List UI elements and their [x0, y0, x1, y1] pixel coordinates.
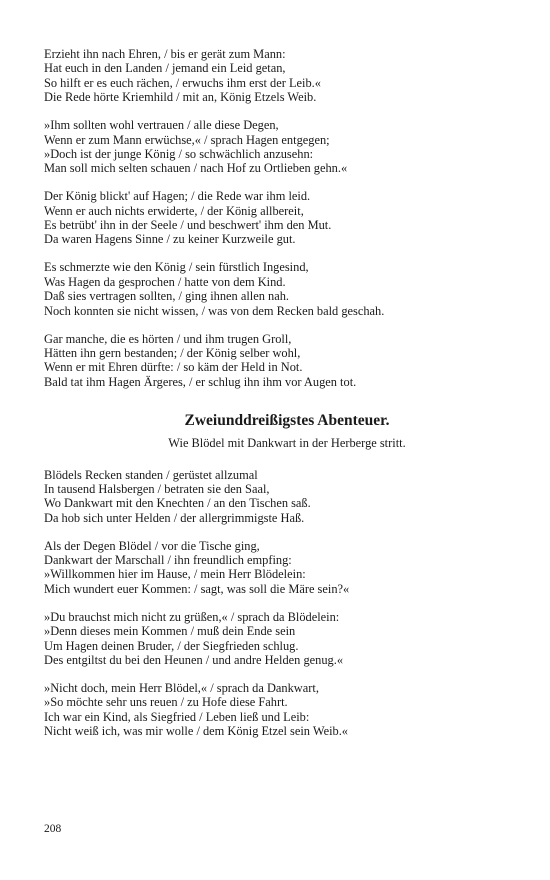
stanza — [44, 118, 514, 176]
verse-line: »Du brauchst mich nicht zu grüßen,« / sprach da Blödelein: — [44, 609, 340, 624]
verse-line: Da hob sich unter Helden / der allergrimmigste Haß. — [44, 510, 305, 525]
chapter-title: Zweiunddreißigstes Abenteuer. — [184, 412, 390, 430]
stanza — [44, 189, 514, 247]
stanza — [44, 332, 514, 390]
verse-line: Es betrübt' ihn in der Seele / und beschwert' ihm den Mut. — [44, 218, 332, 233]
stanza — [44, 47, 514, 105]
verse-line: Was Hagen da gesprochen / hatte von dem Kind. — [44, 274, 286, 289]
verse-line: Bald tat ihm Hagen Ärgeres, / er schlug ihn ihm vor Augen tot. — [44, 374, 357, 389]
verse-line: Die Rede hörte Kriemhild / mit an, König Etzels Weib. — [44, 90, 317, 105]
verse-line: »So möchte sehr uns reuen / zu Hofe diese Fahrt. — [44, 695, 288, 710]
verse-line: Wenn er zum Mann erwüchse,« / sprach Hagen entgegen; — [44, 132, 330, 147]
verse-line: Dankwart der Marschall / ihn freundlich empfing: — [44, 553, 292, 568]
verse-line: Wenn er auch nichts erwiderte, / der König allbereit, — [44, 203, 304, 218]
stanza-group-after — [44, 468, 514, 739]
verse-line: Wenn er mit Ehren dürfte: / so käm der Held in Not. — [44, 360, 303, 375]
verse-line: Daß sies vertragen sollten, / ging ihnen allen nah. — [44, 289, 289, 304]
verse-line: Noch konnten sie nicht wissen, / was von dem Recken bald geschah. — [44, 303, 385, 318]
verse-line: Blödels Recken standen / gerüstet allzumal — [44, 467, 258, 482]
verse-line: Gar manche, die es hörten / und ihm trugen Groll, — [44, 331, 292, 346]
stanza — [44, 260, 514, 318]
verse-line: So hilft er es euch rächen, / erwuchs ihm erst der Leib.« — [44, 75, 321, 90]
verse-line: Der König blickt' auf Hagen; / die Rede war ihm leid. — [44, 189, 311, 204]
verse-line: Als der Degen Blödel / vor die Tische ging, — [44, 538, 260, 553]
stanza-group-before — [44, 47, 514, 389]
verse-line: Hat euch in den Landen / jemand ein Leid getan, — [44, 61, 286, 76]
verse-line: »Ihm sollten wohl vertrauen / alle diese Degen, — [44, 118, 279, 133]
verse-line: Um Hagen deinen Bruder, / der Siegfrieden schlug. — [44, 638, 299, 653]
verse-line: »Willkommen hier im Hause, / mein Herr Blödelein: — [44, 567, 306, 582]
verse-line: Es schmerzte wie den König / sein fürstlich Ingesind, — [44, 260, 309, 275]
verse-line: Des entgiltst du bei den Heunen / und andre Helden genug.« — [44, 653, 344, 667]
verse-line: »Nicht doch, mein Herr Blödel,« / sprach da Dankwart, — [44, 680, 319, 695]
verse-line: »Doch ist der junge König / so schwächlich anzusehn: — [44, 146, 314, 161]
stanza — [44, 539, 514, 597]
verse-line: Ich war ein Kind, als Siegfried / Leben ließ und Leib: — [44, 709, 310, 724]
stanza — [44, 468, 514, 526]
verse-line: »Denn dieses mein Kommen / muß dein Ende sein — [44, 624, 296, 639]
verse-line: Erzieht ihn nach Ehren, / bis er gerät zum Mann: — [44, 47, 286, 61]
page-content — [44, 47, 514, 752]
verse-line: Man soll mich selten schauen / nach Hof zu Ortlieben gehn.« — [44, 161, 348, 176]
page-number: 208 — [44, 823, 62, 835]
verse-line: In tausend Halsbergen / betraten sie den Saal, — [44, 481, 270, 496]
verse-line: Da waren Hagens Sinne / zu keiner Kurzweile gut. — [44, 232, 296, 247]
verse-line: Hätten ihn gern bestanden; / der König selber wohl, — [44, 345, 301, 360]
chapter-subtitle: Wie Blödel mit Dankwart in der Herberge stritt. — [168, 436, 406, 451]
verse-line: Nicht weiß ich, was mir wolle / dem König Etzel sein Weib.« — [44, 724, 348, 739]
stanza — [44, 610, 514, 668]
verse-line: Mich wundert euer Kommen: / sagt, was soll die Märe sein?« — [44, 581, 350, 596]
verse-line: Wo Dankwart mit den Knechten / an den Tischen saß. — [44, 496, 311, 511]
stanza — [44, 681, 514, 739]
